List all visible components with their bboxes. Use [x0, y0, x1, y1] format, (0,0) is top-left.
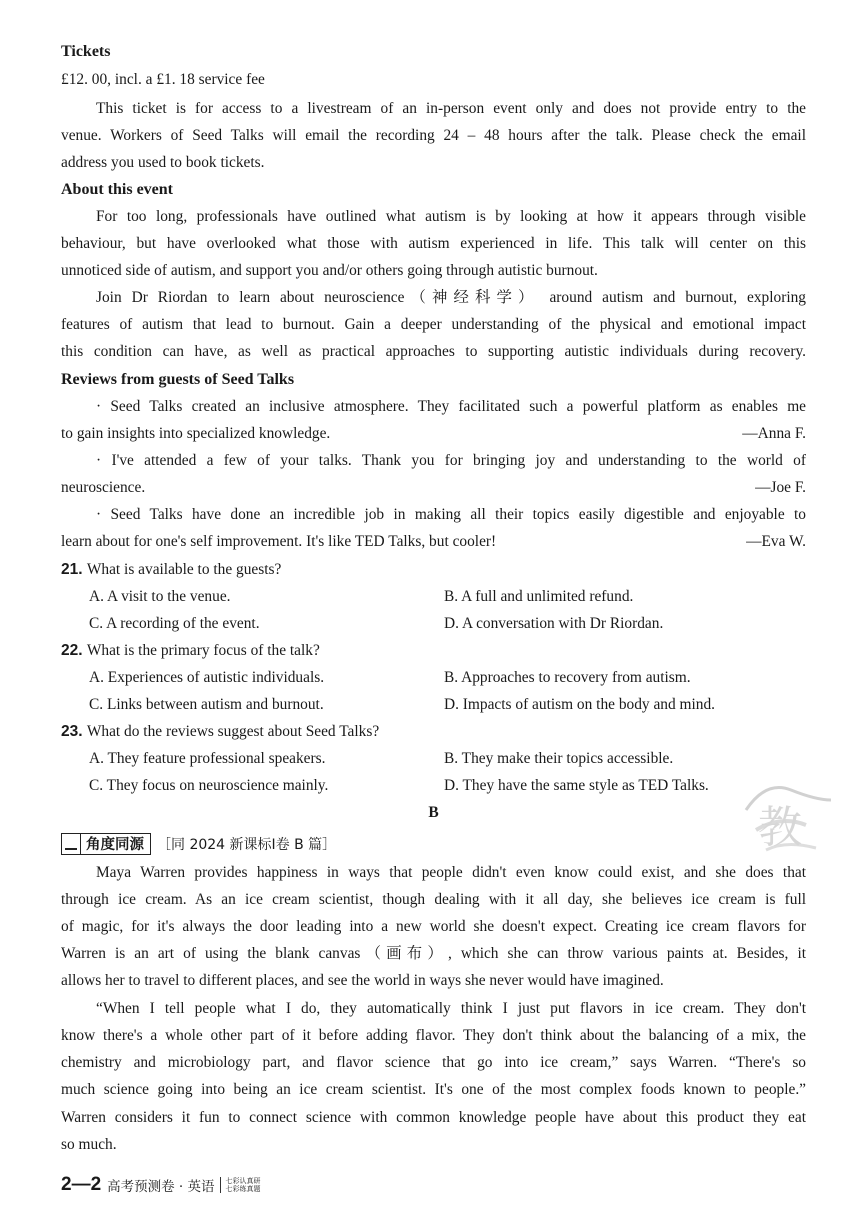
- option-b[interactable]: B. They make their topics accessible.: [444, 750, 674, 767]
- question-stem: What do the reviews suggest about Seed Talks?: [86, 723, 380, 740]
- question-21: 21. What is available to the guests?: [61, 561, 282, 578]
- source-tag: [61, 830, 336, 857]
- passage-b-line: so much.: [61, 1136, 117, 1153]
- option-a[interactable]: A. They feature professional speakers.: [89, 750, 326, 767]
- about-line: behaviour, but have overlooked what those with autism experienced in life. This talk will center on this: [61, 235, 806, 252]
- about-line: Join Dr Riordan to learn about neuroscience（神经科学） around autism and burnout, exploring: [96, 289, 806, 306]
- seal-text: 教: [758, 802, 802, 853]
- option-d[interactable]: D. A conversation with Dr Riordan.: [444, 615, 664, 632]
- ticket-price: £12. 00, incl. a £1. 18 service fee: [61, 71, 265, 88]
- passage-b-line: through ice cream. As an ice cream scientist, though dealing with it all day, she believes ice cream is full: [61, 891, 806, 908]
- review-line: · I've attended a few of your talks. Thank you for bringing joy and understanding to the world of: [96, 452, 806, 469]
- tag-box: [61, 833, 151, 855]
- footer-divider: [220, 1177, 221, 1193]
- option-b[interactable]: B. A full and unlimited refund.: [444, 588, 634, 605]
- about-line: unnoticed side of autism, and support you and/or others going through autistic burnout.: [61, 262, 598, 279]
- page-footer: [61, 1172, 261, 1198]
- review-item: [61, 420, 806, 447]
- review-author: —Joe F.: [755, 479, 806, 496]
- passage-b-line: allows her to travel to different places, and see the world in ways she never would have imagined.: [61, 972, 664, 989]
- footer-slogan-line: 七彩认真研: [225, 1177, 261, 1185]
- review-line: to gain insights into specialized knowledge.: [61, 425, 331, 442]
- tickets-line: This ticket is for access to a livestream of an in-person event only and does not provide entry to the: [96, 100, 806, 117]
- option-c[interactable]: C. Links between autism and burnout.: [89, 696, 324, 713]
- about-heading: About this event: [61, 181, 174, 198]
- tag-label: 角度同源: [86, 837, 144, 853]
- about-line: features of autism that lead to burnout. Gain a deeper understanding of the physical and emotional impact: [61, 316, 806, 333]
- review-item: [61, 474, 806, 501]
- option-a[interactable]: A. Experiences of autistic individuals.: [89, 669, 325, 686]
- section-b-label: B: [428, 804, 439, 821]
- reviews-heading: Reviews from guests of Seed Talks: [61, 371, 295, 388]
- option-c[interactable]: C. They focus on neuroscience mainly.: [89, 777, 329, 794]
- tickets-heading: Tickets: [61, 43, 111, 60]
- footer-slogan: [226, 1177, 261, 1193]
- passage-b-line: of magic, for it's always the door leading into a new world she doesn't expect. Creating ice cream flavors for: [61, 918, 806, 935]
- tickets-line: address you used to book tickets.: [61, 154, 265, 171]
- question-number: 22: [61, 642, 79, 659]
- passage-b-line: know there's a whole other part of it before adding flavor. They don't think about the balancing of a mix, the: [61, 1027, 806, 1044]
- tag-note: ［同 2024 新课标Ⅰ卷 B 篇］: [157, 836, 337, 853]
- question-22: 22. What is the primary focus of the talk?: [61, 642, 320, 659]
- passage-b-line: Warren is an art of using the blank canvas（画布）, which she can throw various paints at. Besides, it: [61, 945, 806, 962]
- review-line: · Seed Talks have done an incredible job in making all their topics easily digestible and enjoyable to: [96, 506, 806, 523]
- option-b[interactable]: B. Approaches to recovery from autism.: [444, 669, 691, 686]
- option-a[interactable]: A. A visit to the venue.: [89, 588, 231, 605]
- book-icon: [62, 834, 81, 854]
- option-c[interactable]: C. A recording of the event.: [89, 615, 260, 632]
- passage-b-line: chemistry and microbiology part, and flavor science that go into ice cream,” says Warren. “There's so: [61, 1054, 806, 1071]
- review-author: —Eva W.: [746, 533, 806, 550]
- tickets-line: venue. Workers of Seed Talks will email the recording 24 – 48 hours after the talk. Please check the email: [61, 127, 806, 144]
- about-line: For too long, professionals have outlined what autism is by looking at how it appears through visible: [96, 208, 806, 225]
- review-line: neuroscience.: [61, 479, 146, 496]
- option-d[interactable]: D. Impacts of autism on the body and mind.: [444, 696, 716, 713]
- question-23: 23. What do the reviews suggest about Seed Talks?: [61, 723, 380, 740]
- passage-b-line: “When I tell people what I do, they automatically think I just put flavors in ice cream. They don't: [96, 1000, 806, 1017]
- footer-slogan-line: 七彩练真题: [225, 1185, 261, 1193]
- question-number: 21: [61, 561, 79, 578]
- review-line: · Seed Talks created an inclusive atmosphere. They facilitated such a powerful platform as enables me: [96, 398, 806, 415]
- passage-b-line: much science going into being an ice cream scientist. It's one of the most complex foods known to people.”: [61, 1081, 806, 1098]
- passage-b-line: Warren considers it fun to connect science with common knowledge people have about this product they eat: [61, 1109, 806, 1126]
- review-author: —Anna F.: [742, 425, 806, 442]
- question-number: 23: [61, 723, 79, 740]
- question-stem: What is the primary focus of the talk?: [86, 642, 320, 659]
- question-stem: What is available to the guests?: [86, 561, 282, 578]
- page-number: 2—2: [61, 1174, 102, 1195]
- footer-title: 高考预测卷 · 英语: [107, 1179, 215, 1195]
- about-line: this condition can have, as well as practical approaches to supporting autistic individuals during recovery.: [61, 343, 806, 360]
- passage-b-line: Maya Warren provides happiness in ways that people didn't even know could exist, and she does that: [96, 864, 806, 881]
- option-d[interactable]: D. They have the same style as TED Talks.: [444, 777, 709, 794]
- review-line: learn about for one's self improvement. It's like TED Talks, but cooler!: [61, 533, 497, 550]
- review-item: [61, 528, 806, 555]
